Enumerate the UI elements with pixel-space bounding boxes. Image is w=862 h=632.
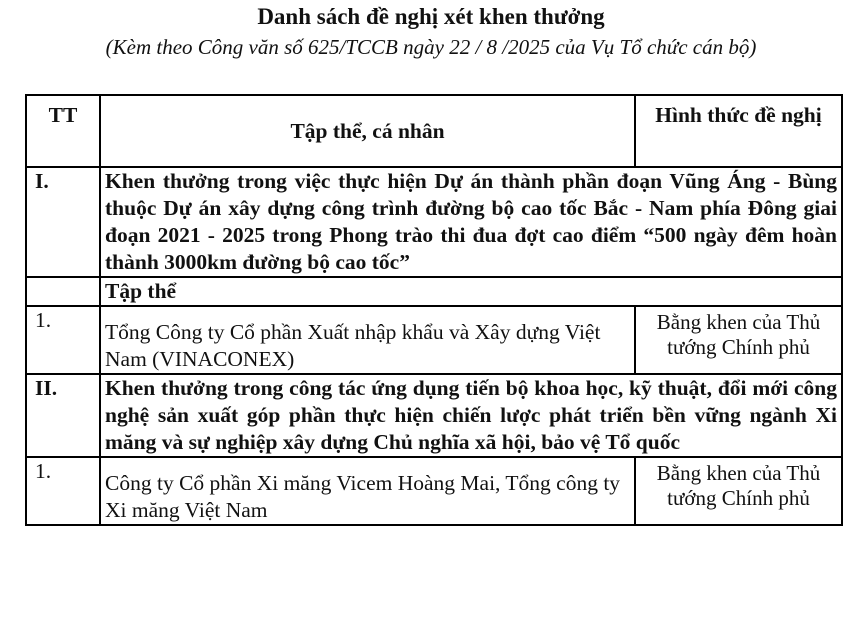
document-subtitle: (Kèm theo Công văn số 625/TCCB ngày 22 / 8 /2025 của Vụ Tổ chức cán bộ) xyxy=(105,35,757,59)
table-header-row xyxy=(26,95,842,167)
award-table xyxy=(25,94,843,526)
item-name: Công ty Cổ phần Xi măng Vicem Hoàng Mai, Tổng công ty Xi măng Việt Nam xyxy=(100,457,635,525)
group-row xyxy=(26,277,842,306)
column-header-tt: TT xyxy=(26,95,100,167)
section-row xyxy=(26,374,842,457)
section-title: Khen thưởng trong công tác ứng dụng tiến bộ khoa học, kỹ thuật, đổi mới công nghệ sản xuất góp phần thực hiện chiến lược phát triển bền vững ngành Xi măng và sự nghiệp xây dựng Chủ nghĩa xã hội, bảo vệ Tổ quốc xyxy=(100,374,842,457)
column-header-award: Hình thức đề nghị xyxy=(635,95,842,167)
table-row xyxy=(26,306,842,374)
document-title: Danh sách đề nghị xét khen thưởng xyxy=(257,4,605,29)
table-row xyxy=(26,457,842,525)
item-number: 1. xyxy=(26,457,100,525)
item-number: 1. xyxy=(26,306,100,374)
group-label: Tập thể xyxy=(100,277,842,306)
group-number-cell xyxy=(26,277,100,306)
section-number: II. xyxy=(26,374,100,457)
column-header-name: Tập thể, cá nhân xyxy=(100,95,635,167)
item-name: Tổng Công ty Cổ phần Xuất nhập khẩu và Xây dựng Việt Nam (VINACONEX) xyxy=(100,306,635,374)
item-award: Bằng khen của Thủ tướng Chính phủ xyxy=(635,306,842,374)
section-title: Khen thưởng trong việc thực hiện Dự án thành phần đoạn Vũng Áng - Bùng thuộc Dự án xây dựng công trình đường bộ cao tốc Bắc - Nam phía Đông giai đoạn 2021 - 2025 trong Phong trào thi đua đợt cao điểm “500 ngày đêm hoàn thành 3000km đường bộ cao tốc” xyxy=(100,167,842,277)
section-number: I. xyxy=(26,167,100,277)
item-award: Bằng khen của Thủ tướng Chính phủ xyxy=(635,457,842,525)
section-row xyxy=(26,167,842,277)
